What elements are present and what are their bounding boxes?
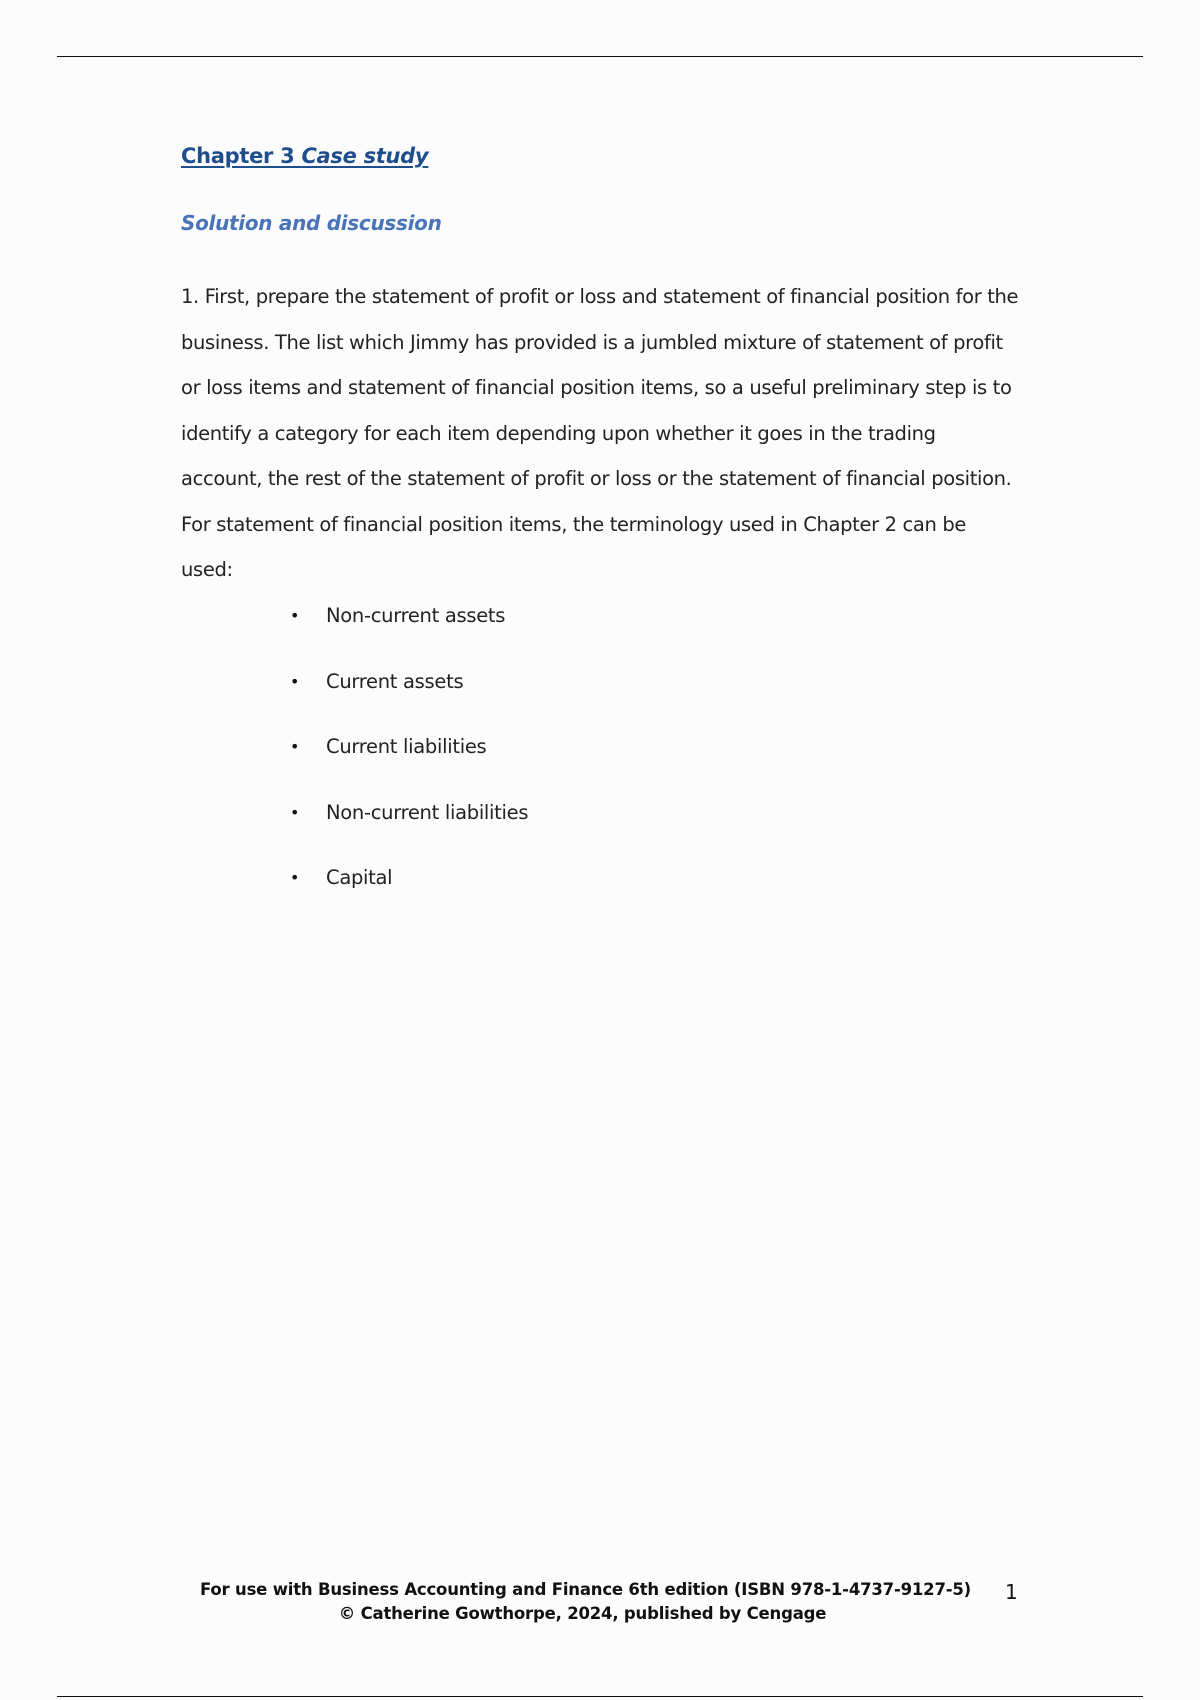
header-rule <box>57 56 1143 57</box>
list-item <box>290 735 528 801</box>
page-footer <box>200 1578 971 1626</box>
list-item-text: Non-current liabilities <box>326 800 529 824</box>
bullet-icon: • <box>290 868 300 887</box>
list-item-text: Current liabilities <box>326 735 487 758</box>
chapter-heading-plain: Chapter 3 <box>181 144 302 168</box>
list-item <box>290 604 528 670</box>
bullet-icon: • <box>290 802 300 822</box>
bullet-icon: • <box>290 671 300 691</box>
chapter-heading <box>181 144 428 168</box>
chapter-heading-italic: Case study <box>301 144 429 168</box>
list-item-text: Non-current assets <box>326 604 506 627</box>
footer-rule <box>57 1696 1143 1697</box>
category-list <box>290 604 528 932</box>
list-item-text: Capital <box>326 866 393 889</box>
list-item <box>290 670 528 736</box>
footer-copyright-line: © Catherine Gowthorpe, 2024, published by Cengage <box>338 1604 827 1623</box>
body-paragraph: 1. First, prepare the statement of profit or loss and statement of financial position for the business. The list which Jimmy has provided is a jumbled mixture of statement of profit or loss items and statement of financial position items, so a useful preliminary step is to identify a category for each item depending upon whether it goes in the trading account, the rest of the statement of profit or loss or the statement of financial position. For statement of financial position items, the terminology used in Chapter 2 can be used: <box>181 285 1019 581</box>
list-item-text: Current assets <box>326 669 464 693</box>
footer-edition-line: For use with Business Accounting and Finance 6th edition (ISBN 978-1-4737-9127-5) <box>200 1580 971 1599</box>
page-number: 1 <box>1005 1580 1018 1604</box>
list-item <box>290 866 528 932</box>
section-subheading: Solution and discussion <box>181 211 442 235</box>
list-item <box>290 801 528 867</box>
bullet-icon: • <box>290 737 300 756</box>
bullet-icon: • <box>290 606 300 625</box>
